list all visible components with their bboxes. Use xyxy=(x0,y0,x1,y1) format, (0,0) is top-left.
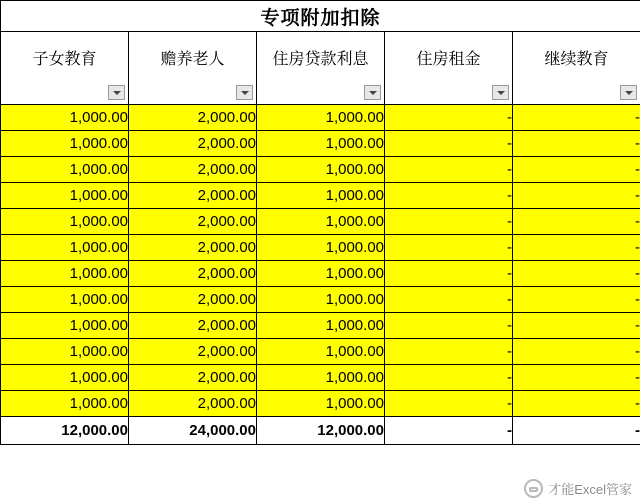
table-row xyxy=(1,105,640,131)
table-cell[interactable]: - xyxy=(385,365,513,391)
column-header-label: 赡养老人 xyxy=(160,51,225,68)
table-row xyxy=(1,365,640,391)
table-cell[interactable]: 1,000.00 xyxy=(257,261,385,287)
table-cell[interactable]: 1,000.00 xyxy=(1,157,129,183)
table-cell[interactable]: - xyxy=(385,287,513,313)
table-cell[interactable]: 2,000.00 xyxy=(129,391,257,417)
column-header-label: 住房贷款利息 xyxy=(272,51,369,68)
table-cell[interactable]: - xyxy=(385,391,513,417)
table-cell[interactable]: - xyxy=(385,261,513,287)
table-cell[interactable]: 2,000.00 xyxy=(129,287,257,313)
totals-row xyxy=(1,417,640,445)
table-row xyxy=(1,287,640,313)
table-cell[interactable]: 1,000.00 xyxy=(257,287,385,313)
table-cell[interactable]: - xyxy=(513,391,640,417)
table-cell[interactable]: 1,000.00 xyxy=(257,131,385,157)
watermark-text: 才能Excel管家 xyxy=(548,482,632,497)
table-cell[interactable]: 1,000.00 xyxy=(257,339,385,365)
table-cell[interactable]: 1,000.00 xyxy=(1,261,129,287)
total-cell[interactable]: 12,000.00 xyxy=(257,417,385,445)
column-header-label: 住房租金 xyxy=(416,51,481,68)
table-cell[interactable]: 1,000.00 xyxy=(1,391,129,417)
table-cell[interactable]: - xyxy=(513,365,640,391)
table-row xyxy=(1,313,640,339)
table-cell[interactable]: 2,000.00 xyxy=(129,105,257,131)
table-cell[interactable]: 2,000.00 xyxy=(129,365,257,391)
column-header-housing-rent xyxy=(385,32,513,105)
table-cell[interactable]: 2,000.00 xyxy=(129,157,257,183)
table-cell[interactable]: - xyxy=(513,287,640,313)
table-cell[interactable]: 2,000.00 xyxy=(129,261,257,287)
table-cell[interactable]: 1,000.00 xyxy=(1,365,129,391)
table-cell[interactable]: 1,000.00 xyxy=(1,105,129,131)
table-cell[interactable]: 2,000.00 xyxy=(129,313,257,339)
table-cell[interactable]: - xyxy=(513,209,640,235)
table-cell[interactable]: 1,000.00 xyxy=(1,235,129,261)
table-cell[interactable]: 1,000.00 xyxy=(1,209,129,235)
column-header-housing-loan-interest xyxy=(257,32,385,105)
table-cell[interactable]: 1,000.00 xyxy=(257,313,385,339)
table-cell[interactable]: - xyxy=(385,235,513,261)
table-cell[interactable]: - xyxy=(385,209,513,235)
table-cell[interactable]: 1,000.00 xyxy=(1,287,129,313)
table-cell[interactable]: 1,000.00 xyxy=(257,391,385,417)
table-cell[interactable]: - xyxy=(385,105,513,131)
table-cell[interactable]: 1,000.00 xyxy=(257,183,385,209)
table-cell[interactable]: 2,000.00 xyxy=(129,339,257,365)
table-cell[interactable]: 1,000.00 xyxy=(257,235,385,261)
table-cell[interactable]: - xyxy=(513,183,640,209)
table-row xyxy=(1,209,640,235)
chevron-down-icon[interactable] xyxy=(364,85,381,100)
total-cell[interactable]: - xyxy=(513,417,640,445)
table-cell[interactable]: 1,000.00 xyxy=(257,105,385,131)
table-cell[interactable]: - xyxy=(513,131,640,157)
table-cell[interactable]: - xyxy=(385,339,513,365)
chevron-down-icon[interactable] xyxy=(492,85,509,100)
table-cell[interactable]: - xyxy=(513,261,640,287)
column-header-elderly-support xyxy=(129,32,257,105)
table-row xyxy=(1,131,640,157)
header-row xyxy=(1,32,640,105)
table-row xyxy=(1,183,640,209)
table-cell[interactable]: 2,000.00 xyxy=(129,131,257,157)
table-cell[interactable]: - xyxy=(513,313,640,339)
column-header-continuing-education xyxy=(513,32,640,105)
table-cell[interactable]: 1,000.00 xyxy=(1,131,129,157)
table-cell[interactable]: - xyxy=(385,183,513,209)
total-cell[interactable]: - xyxy=(385,417,513,445)
table-cell[interactable]: 2,000.00 xyxy=(129,183,257,209)
table-cell[interactable]: - xyxy=(513,339,640,365)
table-row xyxy=(1,261,640,287)
total-cell[interactable]: 24,000.00 xyxy=(129,417,257,445)
table-cell[interactable]: - xyxy=(385,131,513,157)
circle-logo-icon xyxy=(524,479,543,498)
table-cell[interactable]: - xyxy=(513,235,640,261)
watermark xyxy=(524,479,632,498)
table-row xyxy=(1,235,640,261)
table-cell[interactable]: 1,000.00 xyxy=(1,183,129,209)
table-cell[interactable]: - xyxy=(513,157,640,183)
table-cell[interactable]: - xyxy=(385,313,513,339)
page-title: 专项附加扣除 xyxy=(1,1,640,32)
table-cell[interactable]: 1,000.00 xyxy=(1,313,129,339)
table-cell[interactable]: 2,000.00 xyxy=(129,235,257,261)
table-cell[interactable]: 1,000.00 xyxy=(257,157,385,183)
table-cell[interactable]: 2,000.00 xyxy=(129,209,257,235)
table-cell[interactable]: - xyxy=(513,105,640,131)
title-row xyxy=(1,1,640,32)
chevron-down-icon[interactable] xyxy=(620,85,637,100)
table-row xyxy=(1,339,640,365)
table-cell[interactable]: 1,000.00 xyxy=(1,339,129,365)
table-cell[interactable]: 1,000.00 xyxy=(257,365,385,391)
column-header-label: 继续教育 xyxy=(544,51,609,68)
table-cell[interactable]: - xyxy=(385,157,513,183)
total-cell[interactable]: 12,000.00 xyxy=(1,417,129,445)
column-header-children-education xyxy=(1,32,129,105)
table-row xyxy=(1,157,640,183)
table-cell[interactable]: 1,000.00 xyxy=(257,209,385,235)
table-row xyxy=(1,391,640,417)
chevron-down-icon[interactable] xyxy=(236,85,253,100)
chevron-down-icon[interactable] xyxy=(108,85,125,100)
column-header-label: 子女教育 xyxy=(32,51,97,68)
